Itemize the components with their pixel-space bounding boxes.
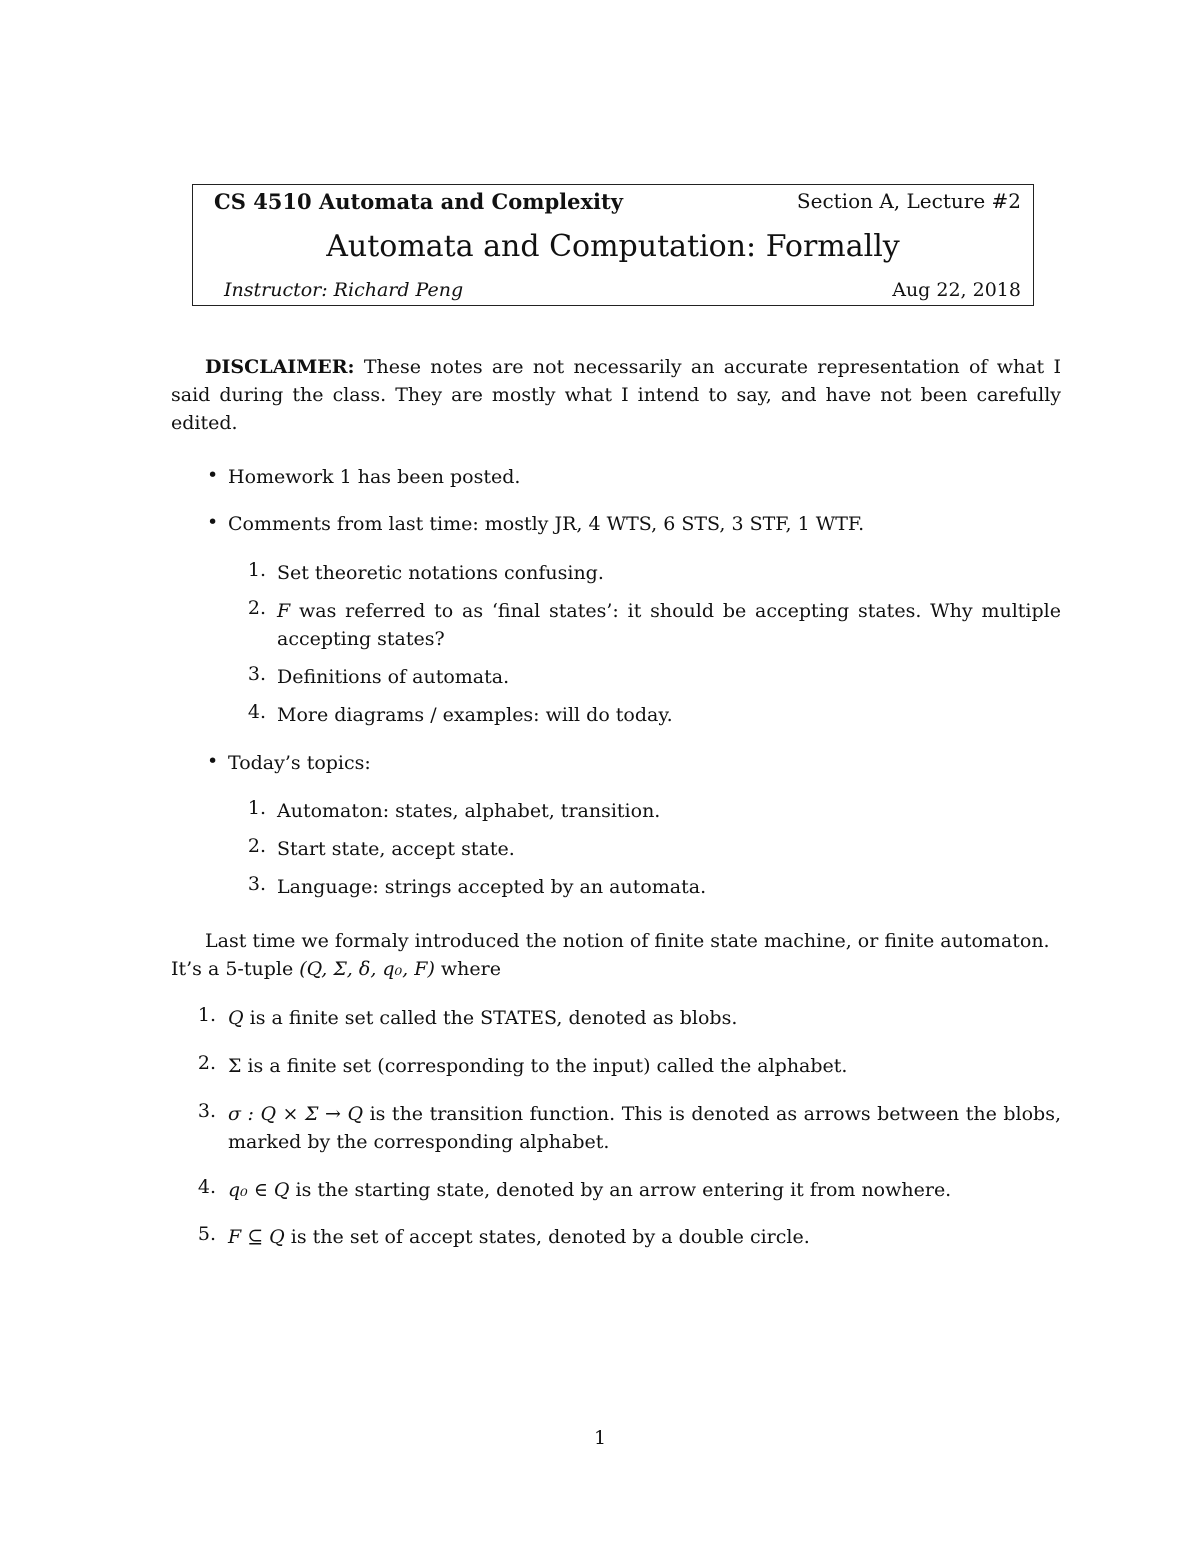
five-tuple: (Q, Σ, δ, q₀, F)	[299, 958, 435, 980]
list-item: Start state, accept state.	[277, 838, 515, 860]
list-number: 2.	[197, 1052, 216, 1074]
list-number: 2.	[247, 835, 266, 857]
list-number: 5.	[197, 1223, 216, 1245]
bullet-icon: •	[207, 464, 219, 486]
intro-paragraph: Last time we formaly introduced the notion of finite state machine, or finite automaton. It’s a 5-tuple (Q, Σ, δ, q₀, F) where	[171, 930, 1050, 980]
list-item: Definitions of automata.	[277, 666, 510, 688]
list-item: F was referred to as ‘final states’: it should be accepting states. Why multiple accepting states?	[277, 600, 1061, 650]
list-number: 2.	[247, 597, 266, 619]
list-item: Set theoretic notations confusing.	[277, 562, 604, 584]
list-number: 4.	[247, 701, 266, 723]
list-item: Automaton: states, alphabet, transition.	[277, 800, 661, 822]
list-number: 1.	[247, 559, 266, 581]
definition-item: Q is a finite set called the STATES, denoted as blobs.	[228, 1007, 738, 1029]
list-number: 3.	[247, 873, 266, 895]
list-item: More diagrams / examples: will do today.	[277, 704, 673, 726]
disclaimer-label: DISCLAIMER:	[205, 356, 355, 378]
definition-item: q₀ ∈ Q is the starting state, denoted by an arrow entering it from nowhere.	[228, 1179, 952, 1201]
bullet-comments: Comments from last time: mostly JR, 4 WTS, 6 STS, 3 STF, 1 WTF.	[228, 513, 865, 535]
list-number: 1.	[197, 1004, 216, 1026]
bullet-homework: Homework 1 has been posted.	[228, 466, 521, 488]
list-number: 1.	[247, 797, 266, 819]
list-number: 3.	[247, 663, 266, 685]
bullet-icon: •	[207, 511, 219, 533]
list-item: Language: strings accepted by an automata.	[277, 876, 707, 898]
definition-item: σ : Q × Σ → Q is the transition function. This is denoted as arrows between the blobs, marked by the corresponding alphabet.	[228, 1103, 1061, 1153]
lecture-title: Automata and Computation: Formally	[326, 229, 900, 264]
list-number: 3.	[197, 1100, 216, 1122]
disclaimer-text: These notes are not necessarily an accurate representation of what I said during the class. They are mostly what I intend to say, and have not been carefully edited.	[171, 356, 1061, 434]
disclaimer-paragraph	[171, 353, 1061, 437]
definition-item: Σ is a finite set (corresponding to the input) called the alphabet.	[228, 1055, 848, 1077]
page-number: 1	[593, 1427, 607, 1449]
course-name: CS 4510 Automata and Complexity	[214, 189, 623, 214]
section-lecture: Section A, Lecture #2	[796, 189, 1021, 213]
instructor: Instructor: Richard Peng	[224, 279, 464, 301]
list-number: 4.	[197, 1176, 216, 1198]
bullet-topics: Today’s topics:	[228, 752, 371, 774]
lecture-date: Aug 22, 2018	[892, 279, 1021, 301]
bullet-icon: •	[207, 750, 219, 772]
lecture-header-box	[192, 184, 1034, 306]
definition-item: F ⊆ Q is the set of accept states, denoted by a double circle.	[228, 1226, 810, 1248]
